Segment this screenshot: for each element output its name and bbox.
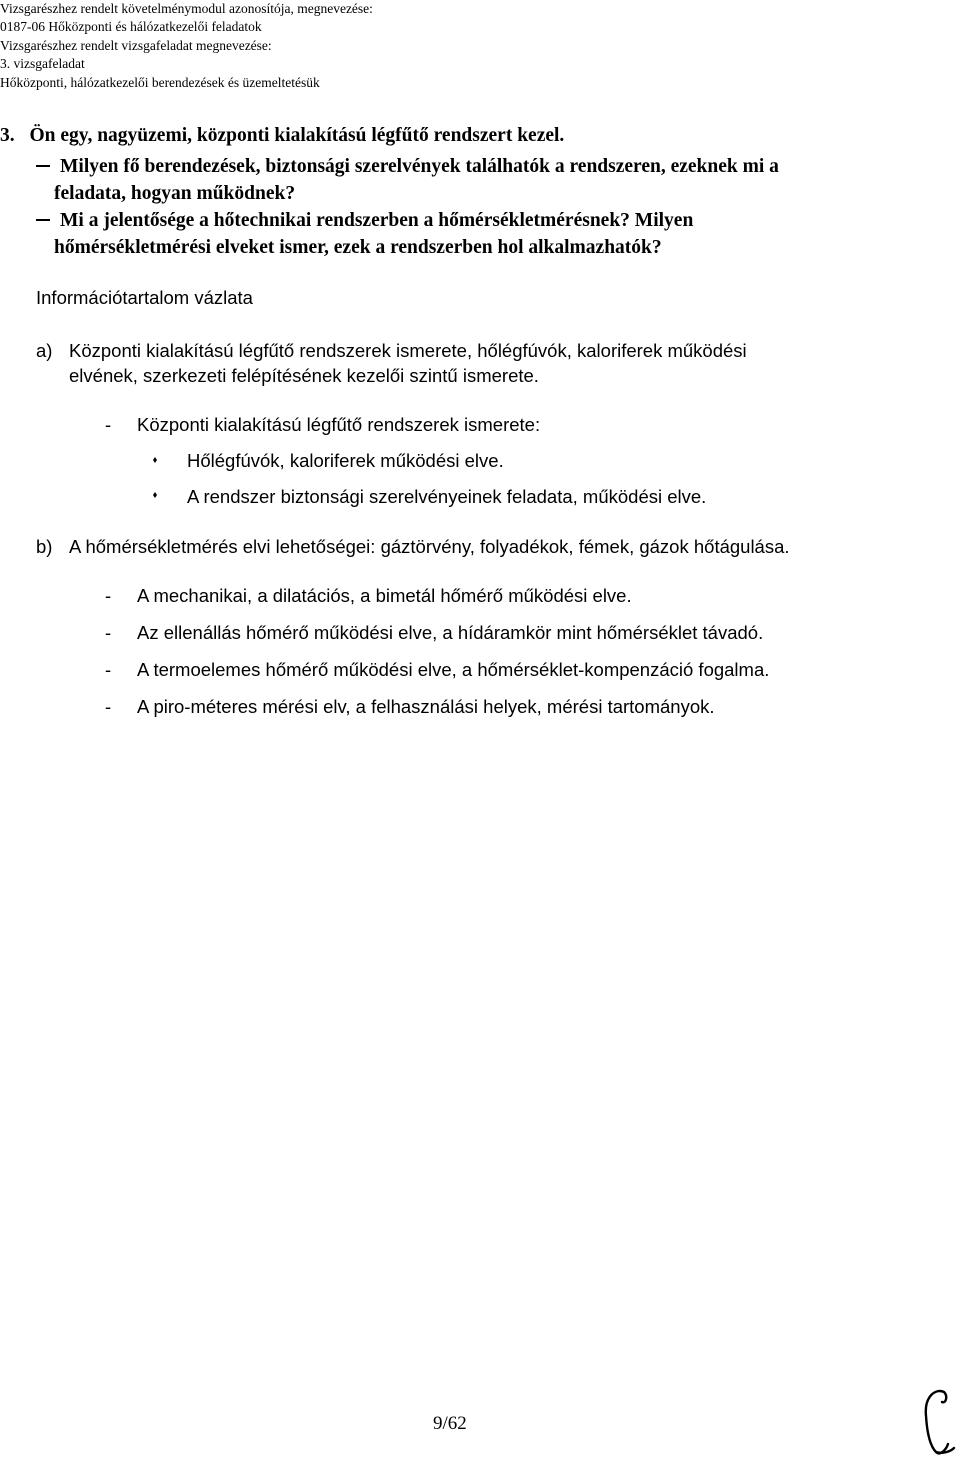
page-number: 9/62 <box>433 1413 467 1434</box>
item-b-sub-4: A piro-méteres mérési elv, a felhasználási helyek, mérési tartományok. <box>137 696 715 717</box>
question-title <box>0 121 564 151</box>
header-task-label: Vizsgarészhez rendelt vizsgafeladat megnevezése: <box>0 37 272 53</box>
item-b-line: A hőmérsékletmérés elvi lehetőségei: gáztörvény, folyadékok, fémek, gázok hőtágulása. <box>69 536 790 557</box>
dash-icon <box>36 165 50 167</box>
item-a-bullet-1: Hőlégfúvók, kaloriferek működési elve. <box>187 450 504 471</box>
dash-icon <box>36 219 50 221</box>
item-b-label: b) <box>36 536 53 557</box>
item-b-sub-2: Az ellenállás hőmérő működési elve, a hídáramkör mint hőmérséklet távadó. <box>137 622 764 643</box>
bullet-icon <box>153 492 157 498</box>
dash-marker: - <box>105 585 112 606</box>
outline-heading: Információtartalom vázlata <box>36 287 253 308</box>
dash-marker: - <box>105 696 112 717</box>
item-b-sub-3: A termoelemes hőmérő működési elve, a hőmérséklet-kompenzáció fogalma. <box>137 659 770 680</box>
subquestion-1-line-1: Milyen fő berendezések, biztonsági szerelvények találhatók a rendszeren, ezeknek mi a <box>36 152 779 182</box>
item-b-sub-1: A mechanikai, a dilatációs, a bimetál hőmérő működési elve. <box>137 585 632 606</box>
item-a-bullet-2: A rendszer biztonsági szerelvényeinek feladata, működési elve. <box>187 486 707 507</box>
item-a-subheading: Központi kialakítású légfűtő rendszerek ismerete: <box>137 414 541 435</box>
dash-marker: - <box>105 622 112 643</box>
header-module-label: Vizsgarészhez rendelt követelménymodul azonosítója, megnevezése: <box>0 1 373 16</box>
signature-mark <box>918 1386 956 1458</box>
header-task-number: 3. vizsgafeladat <box>0 56 85 72</box>
question-text: Ön egy, nagyüzemi, központi kialakítású légfűtő rendszert kezel. <box>29 125 565 146</box>
header-module-name: 0187-06 Hőközponti és hálózatkezelői feladatok <box>0 19 262 35</box>
item-a-label: a) <box>36 340 53 361</box>
document-header <box>0 0 373 92</box>
dash-marker: - <box>105 659 112 680</box>
subquestion-2-line-2: hőmérsékletmérési elveket ismer, ezek a rendszerben hol alkalmazhatók? <box>54 237 662 258</box>
bullet-icon <box>153 457 157 463</box>
subquestion-1-line-2: feladata, hogyan működnek? <box>54 183 296 204</box>
subquestion-2-line-1: Mi a jelentősége a hőtechnikai rendszerben a hőmérsékletmérésnek? Milyen <box>36 206 693 236</box>
header-task-name: Hőközponti, hálózatkezelői berendezések és üzemeltetésük <box>0 74 320 90</box>
item-a-line-2: elvének, szerkezeti felépítésének kezelői szintű ismerete. <box>69 365 539 386</box>
item-a-dash: - <box>105 414 112 435</box>
question-number: 3. <box>0 125 15 146</box>
item-a-line-1: Központi kialakítású légfűtő rendszerek ismerete, hőlégfúvók, kaloriferek működési <box>69 340 747 361</box>
